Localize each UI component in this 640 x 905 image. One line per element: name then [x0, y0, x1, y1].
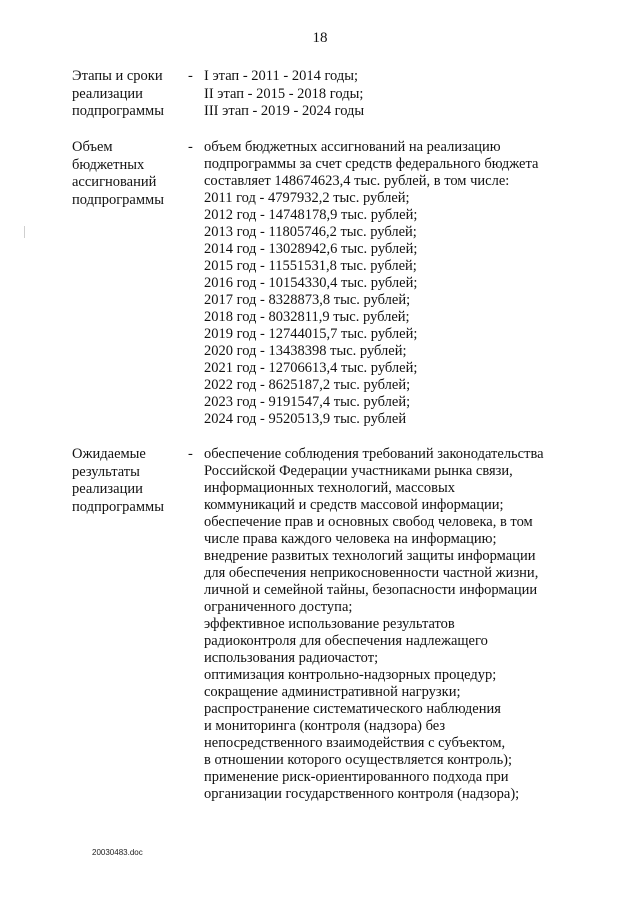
content-line: радиоконтроля для обеспечения надлежащего	[204, 633, 488, 649]
budget-year-line: 2018 год - 8032811,9 тыс. рублей;	[204, 309, 410, 325]
budget-year-line: 2023 год - 9191547,4 тыс. рублей;	[204, 394, 411, 410]
section-label-stages: Этапы и сроки реализации подпрограммы	[72, 68, 164, 119]
budget-year-line: 2019 год - 12744015,7 тыс. рублей;	[204, 326, 418, 342]
content-line: в отношении которого осуществляется контроль);	[204, 752, 513, 768]
content-line: обеспечение соблюдения требований законодательства	[204, 446, 544, 462]
content-line: личной и семейной тайны, безопасности информации	[204, 582, 538, 598]
budget-year-line: 2012 год - 14748178,9 тыс. рублей;	[204, 207, 418, 223]
section-content-stages	[204, 68, 584, 121]
content-line: для обеспечения неприкосновенности частной жизни,	[204, 565, 539, 581]
content-line: применение риск-ориентированного подхода при	[204, 769, 509, 785]
content-line: подпрограммы за счет средств федерального бюджета	[204, 156, 539, 172]
content-line: Российской Федерации участниками рынка связи,	[204, 463, 513, 479]
section-label-budget: Объем бюджетных ассигнований подпрограммы	[72, 139, 164, 208]
scan-mark	[24, 226, 25, 238]
content-line: III этап - 2019 - 2024 годы	[204, 103, 365, 119]
section-content-budget	[204, 139, 584, 428]
section-dash: -	[188, 68, 193, 84]
content-line: коммуникаций и средств массовой информации;	[204, 497, 504, 513]
budget-year-line: 2017 год - 8328873,8 тыс. рублей;	[204, 292, 411, 308]
section-content-results	[204, 446, 584, 803]
content-line: оптимизация контрольно-надзорных процедур;	[204, 667, 497, 683]
section-label-results: Ожидаемые результаты реализации подпрограммы	[72, 446, 164, 515]
content-line: непосредственного взаимодействия с субъектом,	[204, 735, 506, 751]
content-line: информационных технологий, массовых	[204, 480, 455, 496]
section-dash: -	[188, 446, 193, 462]
content-line: объем бюджетных ассигнований на реализацию	[204, 139, 501, 155]
budget-year-line: 2024 год - 9520513,9 тыс. рублей	[204, 411, 407, 427]
content-line: обеспечение прав и основных свобод человека, в том	[204, 514, 533, 530]
budget-year-line: 2020 год - 13438398 тыс. рублей;	[204, 343, 407, 359]
content-line: распространение систематического наблюдения	[204, 701, 501, 717]
budget-year-line: 2016 год - 10154330,4 тыс. рублей;	[204, 275, 418, 291]
section-dash: -	[188, 139, 193, 155]
budget-year-line: 2011 год - 4797932,2 тыс. рублей;	[204, 190, 410, 206]
content-line: организации государственного контроля (надзора);	[204, 786, 520, 802]
budget-year-line: 2015 год - 11551531,8 тыс. рублей;	[204, 258, 417, 274]
content-line: числе права каждого человека на информацию;	[204, 531, 497, 547]
content-line: I этап - 2011 - 2014 годы;	[204, 68, 359, 84]
page-number: 18	[312, 30, 328, 46]
content-line: внедрение развитых технологий защиты информации	[204, 548, 536, 564]
content-line: составляет 148674623,4 тыс. рублей, в том числе:	[204, 173, 510, 189]
content-line: ограниченного доступа;	[204, 599, 353, 615]
budget-year-line: 2022 год - 8625187,2 тыс. рублей;	[204, 377, 411, 393]
content-line: и мониторинга (контроля (надзора) без	[204, 718, 446, 734]
content-line: эффективное использование результатов	[204, 616, 455, 632]
content-line: использования радиочастот;	[204, 650, 379, 666]
content-line: II этап - 2015 - 2018 годы;	[204, 85, 364, 102]
budget-year-line: 2014 год - 13028942,6 тыс. рублей;	[204, 241, 418, 257]
budget-year-line: 2021 год - 12706613,4 тыс. рублей;	[204, 360, 418, 376]
budget-year-line: 2013 год - 11805746,2 тыс. рублей;	[204, 224, 417, 240]
document-code-footer: 20030483.doc	[92, 848, 143, 857]
content-line: сокращение административной нагрузки;	[204, 684, 461, 700]
